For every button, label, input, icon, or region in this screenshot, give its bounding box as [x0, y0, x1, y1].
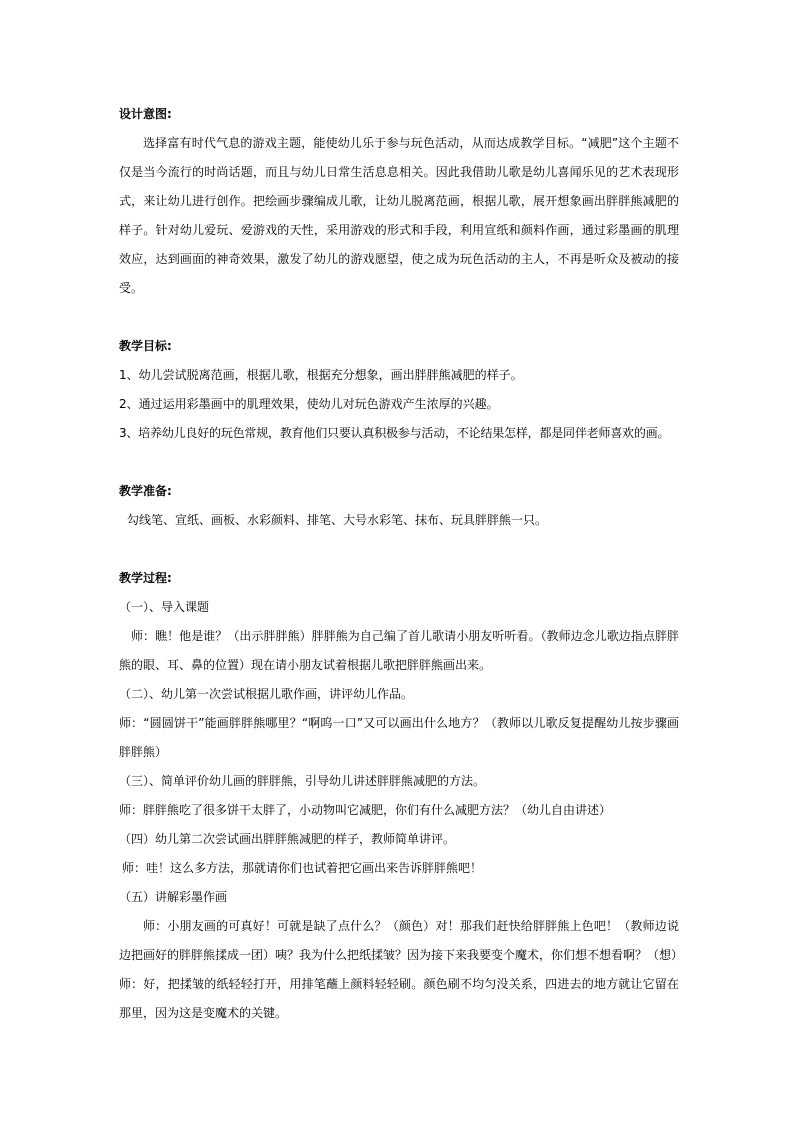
- section-title: （四）幼儿第二次尝试画出胖胖熊减肥的样子，教师简单讲评。: [119, 832, 456, 846]
- section-title: （二）、幼儿第一次尝试根据儿歌作画，讲评幼儿作品。: [119, 687, 414, 701]
- design-paragraph: 选择富有时代气息的游戏主题，能使幼儿乐于参与玩色活动，从而达成教学目标。“减肥”这个主题不仅是当今流行的时尚话题，而且与幼儿日常生活息息相关。因此我借助儿歌是幼儿喜闻乐见的艺术表现形式，来让幼儿进行创作。把绘画步骤编成儿歌，让幼儿脱离范画，根据儿歌，展开想象画出胖胖熊减肥的样子。针对幼儿爱玩、爱游戏的天性，采用游戏的形式和手段，利用宣纸和颜料作画，通过彩墨画的肌理效应，达到画面的神奇效果，激发了幼儿的游戏愿望，使之成为玩色活动的主人，不再是听众及被动的接受。: [119, 136, 679, 295]
- section-text: 师：“圆圆饼干”能画胖胖熊哪里？“啊呜一口”又可以画出什么地方？（教师以儿歌反复提醒幼儿按步骤画胖胖熊）: [119, 716, 679, 759]
- section-text: 师：胖胖熊吃了很多饼干太胖了，小动物叫它减肥，你们有什么减肥方法？（幼儿自由讲述）: [119, 803, 612, 817]
- section-title: （一）、导入课题: [119, 600, 210, 614]
- section-title: （三）、简单评价幼儿画的胖胖熊，引导幼儿讲述胖胖熊减肥的方法。: [119, 774, 486, 788]
- section-title: （五）讲解彩墨作画: [119, 890, 228, 904]
- section-text: 师：好，把揉皱的纸轻轻打开，用排笔蘸上颜料轻轻刷。颜色刷不均匀没关系，四进去的地方就让它留在那里，因为这是变魔术的关键。: [119, 977, 679, 1020]
- spacer: [119, 448, 679, 477]
- spacer: [119, 303, 679, 332]
- goal-item: 3、培养幼儿良好的玩色常规，教育他们只要认真积极参与活动，不论结果怎样，都是同伴老师喜欢的画。: [119, 426, 670, 440]
- document-body: [119, 100, 684, 1028]
- design-heading: 设计意图:: [119, 107, 172, 121]
- section-text: 师：哇！这么多方法，那就请你们也试着把它画出来告诉胖胖熊吧！: [122, 861, 483, 875]
- section-text: 师：小朋友画的可真好！可就是缺了点什么？（颜色）对！那我们赶快给胖胖熊上色吧！（教师边说边把画好的胖胖熊揉成一团）咦？我为什么把纸揉皱？因为接下来我要变个魔术，你们想不想看啊？（想）: [119, 919, 684, 962]
- spacer: [119, 535, 679, 564]
- prep-text: 勾线笔、宣纸、画板、水彩颜料、排笔、大号水彩笔、抹布、玩具胖胖熊一只。: [127, 513, 548, 527]
- goal-item: 1、幼儿尝试脱离范画，根据儿歌，根据充分想象，画出胖胖熊减肥的样子。: [119, 368, 523, 382]
- process-heading: 教学过程:: [119, 571, 172, 585]
- goals-heading: 教学目标:: [119, 339, 172, 353]
- prep-heading: 教学准备:: [119, 484, 172, 498]
- section-text: 师：瞧！他是谁？（出示胖胖熊）胖胖熊为自己编了首儿歌请小朋友听听看。（教师边念儿歌边指点胖胖熊的眼、耳、鼻的位置）现在请小朋友试着根据儿歌把胖胖熊画出来。: [119, 629, 679, 672]
- goal-item: 2、通过运用彩墨画中的肌理效果，使幼儿对玩色游戏产生浓厚的兴趣。: [119, 397, 499, 411]
